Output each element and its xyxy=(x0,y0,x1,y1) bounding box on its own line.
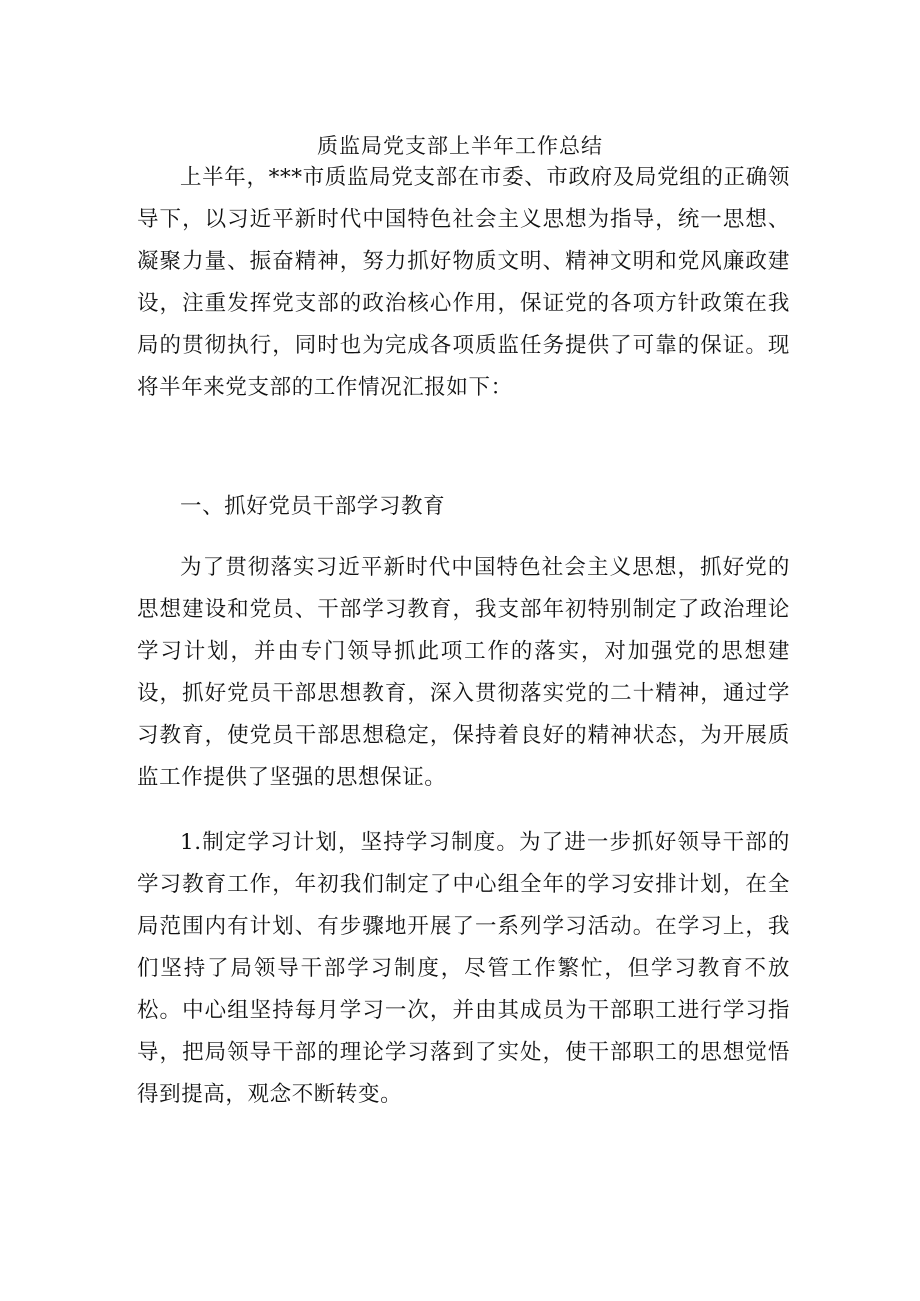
item-1-paragraph: 1.制定学习计划，坚持学习制度。为了进一步抓好领导干部的学习教育工作，年初我们制定了中心组全年的学习安排计划，在全局范围内有计划、有步骤地开展了一系列学习活动。在学习上，我们坚持了局领导干部学习制度，尽管工作繁忙，但学习教育不放松。中心组坚持每月学习一次，并由其成员为干部职工进行学习指导，把局领导干部的理论学习落到了实处，使干部职工的思想觉悟得到提高，观念不断转变。 xyxy=(137,830,790,1107)
section-1-paragraph: 为了贯彻落实习近平新时代中国特色社会主义思想，抓好党的思想建设和党员、干部学习教育，我支部年初特别制定了政治理论学习计划，并由专门领导抓此项工作的落实，对加强党的思想建设，抓好党员干部思想教育，深入贯彻落实党的二十精神，通过学习教育，使党员干部思想稳定，保持着良好的精神状态，为开展质监工作提供了坚强的思想保证。 xyxy=(137,555,790,790)
intro-paragraph: 上半年，***市质监局党支部在市委、市政府及局党组的正确领导下，以习近平新时代中国特色社会主义思想为指导，统一思想、凝聚力量、振奋精神，努力抓好物质文明、精神文明和党风廉政建设，注重发挥党支部的政治核心作用，保证党的各项方针政策在我局的贯彻执行，同时也为完成各项质监任务提供了可靠的保证。现将半年来党支部的工作情况汇报如下： xyxy=(137,165,790,400)
section-heading-1: 一、抓好党员干部学习教育 xyxy=(180,494,446,519)
document-title: 质监局党支部上半年工作总结 xyxy=(317,134,603,158)
